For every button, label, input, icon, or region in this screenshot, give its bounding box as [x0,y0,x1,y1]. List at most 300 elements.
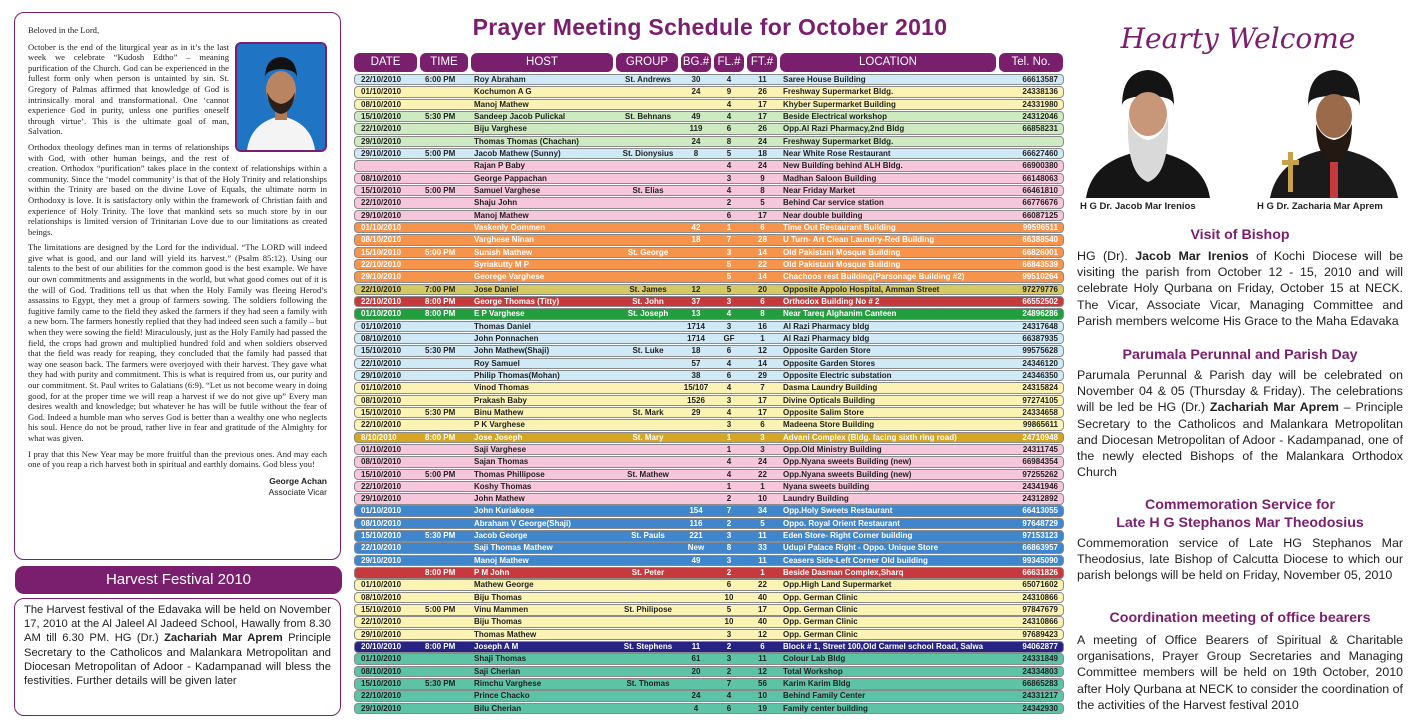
commemoration-title-line1: Commemoration Service for [1144,497,1335,513]
row-fl: 3 [726,629,732,639]
row-location: Orthodox Building No # 2 [783,296,880,306]
row-tel: 24710948 [1022,432,1058,442]
row-ft: 8 [760,185,765,195]
row-ft: 8 [760,309,765,319]
row-time: 8:00 PM [425,432,456,442]
row-host: Saji Cherian [474,666,521,676]
row-ft: 20 [758,284,767,294]
row-host: Rajan P Baby [474,161,525,171]
schedule-row [354,74,1064,85]
row-date: 08/10/2010 [361,592,402,602]
row-date: 22/10/2010 [361,420,402,430]
row-date: 29/10/2010 [361,703,402,713]
row-tel: 99510264 [1022,272,1058,282]
schedule-row [354,407,1064,418]
row-time: 7:00 PM [425,284,456,294]
row-tel: 97847679 [1022,605,1058,615]
row-fl: 4 [726,309,732,319]
row-host: Vinod Thomas [474,383,529,393]
row-date: 15/10/2010 [361,679,402,689]
row-location: Freshway Supermarket Bldg. [783,136,894,146]
row-fl: 4 [726,185,732,195]
row-host: Roy Abraham [474,75,526,84]
row-fl: 6 [726,580,732,590]
harvest-text: The Harvest festival of the Edavaka will be held on November 17, 2010 at the Al Jaleel Al Jadeed School, Hawally from 8.30 AM till 6.30 PM. HG (Dr.) [24,604,331,645]
schedule-row [354,641,1064,652]
row-fl: 3 [726,555,732,565]
row-fl: 4 [726,691,732,701]
schedule-row [354,432,1064,443]
row-group: St. James [629,284,667,294]
row-tel: 24317648 [1022,321,1058,331]
row-date: 01/10/2010 [361,654,402,664]
row-host: E P Varghese [474,309,525,319]
row-date: 15/10/2010 [361,605,402,615]
row-tel: 66843539 [1022,259,1058,269]
row-group: St. Mark [632,407,664,417]
row-fl: 4 [726,407,732,417]
row-location: Opp. German Clinic [783,617,858,627]
row-ft: 1 [760,333,765,343]
row-date: 08/10/2010 [361,99,402,109]
row-location: Behind Car service station [783,198,884,208]
row-date: 29/10/2010 [361,629,402,639]
row-date: 08/10/2010 [361,666,402,676]
row-location: Oppo. Royal Orient Restaurant [783,518,900,528]
row-ft: 10 [758,494,767,504]
row-host: Manoj Mathew [474,210,529,220]
header-time: TIME [420,53,468,72]
row-bg: 12 [691,284,701,294]
row-date: 29/10/2010 [361,494,402,504]
row-ft: 3 [760,444,765,454]
row-location: Opposite Garden Store [783,346,871,356]
row-fl: 7 [726,235,732,245]
row-bg: 11 [691,642,701,652]
row-fl: 2 [726,568,732,578]
row-tel: 66900380 [1022,161,1058,171]
row-location: Near White Rose Restaurant [783,148,891,158]
row-tel: 24341946 [1022,481,1058,491]
row-location: Opp.Nyana sweets Building (new) [783,469,912,479]
row-date: 22/10/2010 [361,124,402,134]
row-tel: 66984354 [1022,457,1058,467]
row-date: 15/10/2010 [361,531,402,541]
row-bg: 4 [693,703,699,713]
row-tel: 24312892 [1022,494,1058,504]
row-bg: 24 [691,691,701,701]
row-fl: 3 [726,395,732,405]
row-ft: 17 [758,210,767,220]
schedule-row [354,345,1064,356]
row-tel: 97153123 [1022,531,1058,541]
letter-signature [28,476,327,498]
schedule-row [354,160,1064,171]
row-date: 15/10/2010 [361,185,402,195]
harvest-title: Harvest Festival 2010 [15,566,342,594]
row-host: Jacob George [474,531,528,541]
schedule-row [354,185,1064,196]
row-tel: 65071602 [1022,580,1058,590]
row-ft: 5 [760,518,765,528]
row-location: Behind Family Center [783,691,866,701]
row-host: Roy Samuel [474,358,520,368]
schedule-row [354,555,1064,566]
row-group: St. Behnans [624,111,672,121]
visit-text: HG (Dr). [1077,249,1136,263]
row-host: George Thomas (Titty) [474,296,560,306]
schedule-row [354,333,1064,344]
perunnal-body [1077,367,1403,480]
row-bg: 119 [689,124,703,134]
schedule-row [354,469,1064,480]
schedule-row [354,444,1064,455]
row-time: 8:00 PM [425,296,456,306]
schedule-row [354,579,1064,590]
row-bg: 8 [693,148,699,158]
row-host: Thomas Thomas (Chachan) [474,136,579,146]
row-ft: 28 [758,235,767,245]
schedule-row [354,592,1064,603]
schedule-row [354,616,1064,627]
row-host: Saji Thomas Mathew [474,543,553,553]
schedule-row [354,703,1064,714]
row-tel: 99596511 [1022,222,1058,232]
row-group: St. Andrews [625,75,671,84]
row-time: 5:00 PM [425,185,456,195]
schedule-row [354,86,1064,97]
row-bg: 1526 [687,395,705,405]
row-tel: 24346350 [1022,370,1058,380]
row-bg: 24 [691,87,701,97]
row-fl: 4 [726,358,732,368]
row-tel: 97274105 [1022,395,1058,405]
schedule-row [354,234,1064,245]
row-bg: 154 [689,506,703,516]
row-bg: 18 [691,346,701,356]
harvest-bishop-name: Zachariah Mar Aprem [164,632,283,645]
bishop-photo-aprem [1264,66,1404,198]
row-location: Beside Electrical workshop [783,111,888,121]
row-ft: 11 [758,531,767,541]
row-fl: 5 [726,259,732,269]
row-date: 22/10/2010 [361,543,402,553]
row-tel: 66148063 [1022,173,1058,183]
row-bg: 24 [691,136,701,146]
row-fl: 1 [726,481,732,491]
row-location: Opposite Garden Stores [783,358,876,368]
row-ft: 33 [758,543,767,553]
letter-paragraph: Orthodox theology defines man in terms of relationships with God, with other human beings, and the rest of creation. Orthodox “purification” takes place in the context of relationships within a community. Since the ‘model community’ is that of the Holy Trinity and relationships within the Trinity are based on the divine Love of Equals, the ultimate norm in Orthodoxy is love. It is satisfactory only within the framework of Christian faith and experience of Holy Trinity. The love that mankind sets so much store by in our relationships is limited version of Trinitarian Love due to our limitations as created beings. [28,141,327,237]
coordination-body: A meeting of Office Bearers of Spiritual & Charitable organisations, Prayer Group Secretaries and Managing Committee members will be held on 19th October, 2010 after Holy Qurbana at NECK to consider the coordination of the activities of the Harvest festival 2010 [1077,633,1403,712]
perunnal-bishop-name: Zachariah Mar Aprem [1209,400,1339,415]
row-group: St. Philipose [623,605,672,615]
row-tel: 66776676 [1022,198,1058,208]
row-tel: 66387935 [1022,333,1058,343]
row-location: Opp.Al Razi Pharmacy,2nd Bldg [783,124,905,134]
header-fl: FL.# [714,53,744,72]
row-location: Dasma Laundry Building [783,383,878,393]
row-date: 08/10/2010 [361,457,402,467]
row-location: Colour Lab Bldg [783,654,846,664]
row-tel: 66863957 [1022,543,1058,553]
row-tel: 24311745 [1022,444,1058,454]
row-location: Beside Dasman Complex,Sharq [783,568,904,578]
row-fl: 10 [724,592,734,602]
harvest-text: Principle Secretary to the Catholicos and Malankara Metropolitan and Diocesan Metropolitan of Adoor - Kadampanad will bless the festivities. Further details will be given later [24,632,331,688]
row-time: 5:30 PM [425,111,456,121]
row-ft: 9 [760,173,765,183]
row-fl: 4 [726,161,732,171]
schedule-row [354,222,1064,233]
letter-paragraph: October is the end of the liturgical year as in it’s the last week we celebrate “Kudosh Edtho” – meaning purification of the Church. God can be experienced in the fullest form only when person is untainted by sin. St. Gregory of Palmas affirmed that knowledge of God is intrinsically moral and transformational. One ‘cannot experience God in purity, unless one purifies oneself through virtue’. This is the ultimate goal of man, Salvation. [28,41,229,137]
visit-text: of Kochi Diocese will be visiting the parish from October 12 - 15, 2010 and will celebrate Holy Qurbana on Friday, October 15 at NECK. The Vicar, Associate Vicar, Managing Committee and Parish members welcome His Grace to the Maha Edavaka [1077,249,1404,328]
schedule-row [354,321,1064,332]
row-fl: 4 [726,111,732,121]
row-fl: GF [723,333,735,343]
row-tel: 94062877 [1022,642,1058,652]
row-host: Mathew George [474,580,534,590]
row-ft: 7 [760,383,765,393]
row-time: 8:00 PM [425,309,456,319]
schedule-row [354,197,1064,208]
row-date: 29/10/2010 [361,555,402,565]
row-ft: 18 [758,148,767,158]
row-location: Opp.High Land Supermarket [783,580,892,590]
row-bg: 1714 [687,321,705,331]
row-bg: 37 [691,296,701,306]
schedule-title: Prayer Meeting Schedule for October 2010 [472,14,948,40]
header-ft: FT.# [747,53,777,72]
signature-name: George Achan [269,475,327,486]
schedule-row [354,136,1064,147]
row-tel: 66552502 [1022,296,1058,306]
row-group: St. Dionysius [622,148,674,158]
schedule-row [354,111,1064,122]
row-fl: 3 [726,173,732,183]
visit-title: Visit of Bishop [1190,227,1290,243]
row-fl: 5 [726,605,732,615]
row-fl: 1 [726,432,732,442]
row-bg: 29 [691,407,701,417]
row-location: Opp.Old Ministry Building [783,444,882,454]
row-fl: 2 [726,642,732,652]
row-date: 22/10/2010 [361,296,402,306]
row-fl: 2 [726,666,732,676]
row-fl: 4 [726,99,732,109]
row-location: Opp.Holy Sweets Restaurant [783,506,893,516]
row-location: Divine Opticals Building [783,395,876,405]
bishop-photo-irenios [1078,66,1218,198]
row-date: 22/10/2010 [361,358,402,368]
letter-paragraph: I pray that this New Year may be more fruitful than the previous ones. And may each one of you reap a rich harvest both in spiritual and earthly domains. God bless you! [28,448,327,470]
row-date: 01/10/2010 [361,444,402,454]
row-fl: 4 [726,469,732,479]
row-date: 8/10/2010 [361,432,397,442]
row-ft: 17 [758,99,767,109]
row-time: 6:00 PM [425,75,456,84]
row-tel: 66461810 [1022,185,1058,195]
perunnal-text: Parumala Perunnal & Parish day will be celebrated on November 04 & 05 (Thursday & Friday). The celebrations will be led be HG (Dr.) [1077,368,1403,415]
row-tel: 99345090 [1022,555,1058,565]
row-ft: 29 [758,370,767,380]
row-tel: 99575628 [1022,346,1058,356]
row-host: John Mathew [474,494,525,504]
row-date: 22/10/2010 [361,198,402,208]
row-bg: 49 [691,555,701,565]
row-tel: 66865283 [1022,679,1058,689]
schedule-row [354,395,1064,406]
schedule-table [354,74,1064,715]
row-ft: 12 [758,346,767,356]
row-ft: 1 [760,568,765,578]
row-tel: 24310866 [1022,617,1058,627]
row-group: St. Thomas [626,679,670,689]
row-fl: 3 [726,247,732,257]
row-group: St. Mary [632,432,664,442]
coordination-title: Coordination meeting of office bearers [1109,610,1371,626]
row-date: 01/10/2010 [361,222,402,232]
row-bg: 18 [691,235,701,245]
schedule-row [354,481,1064,492]
row-location: Karim Karim Bldg [783,679,851,689]
row-host: Vinu Mammen [474,605,529,615]
row-host: Saji Varghese [474,444,527,454]
row-ft: 26 [758,124,767,134]
row-host: Shaju John [474,198,518,208]
row-ft: 5 [760,198,765,208]
row-date: 01/10/2010 [361,87,402,97]
row-ft: 40 [758,617,767,627]
schedule-row [354,173,1064,184]
schedule-row [354,210,1064,221]
row-location: Near Friday Market [783,185,856,195]
row-fl: 5 [726,272,732,282]
schedule-row [354,123,1064,134]
row-ft: 6 [760,222,765,232]
schedule-row [354,567,1064,578]
row-time: 5:00 PM [425,469,456,479]
row-host: Biju Varghese [474,124,527,134]
row-date: 20/10/2010 [361,642,402,652]
header-host: HOST [471,53,613,72]
row-host: Biju Thomas [474,592,523,602]
row-group: St. Stephens [623,642,673,652]
row-host: Prakash Baby [474,395,527,405]
row-date: 08/10/2010 [361,395,402,405]
row-tel: 66413055 [1022,506,1058,516]
row-date: 08/10/2010 [361,173,402,183]
row-host: Manoj Mathew [474,99,529,109]
row-location: Family center building [783,703,868,713]
row-location: Opp. German Clinic [783,592,858,602]
row-tel: 24896286 [1022,309,1058,319]
row-date: 08/10/2010 [361,333,402,343]
row-tel: 24331217 [1022,691,1058,701]
commemoration-title [1077,496,1403,532]
row-host: Abraham V George(Shaji) [474,518,571,528]
row-date: 22/10/2010 [361,481,402,491]
row-host: Vaskenly Oommen [474,222,546,232]
row-bg: 20 [691,666,701,676]
row-tel: 24346120 [1022,358,1058,368]
row-time: 5:00 PM [425,605,456,615]
visit-body [1077,248,1403,329]
row-date: 15/10/2010 [361,407,402,417]
row-date: 22/10/2010 [361,259,402,269]
row-group: St. George [627,247,669,257]
row-host: John Kuriakose [474,506,535,516]
row-host: Prince Chacko [474,691,530,701]
row-host: P K Varghese [474,420,525,430]
schedule-row [354,370,1064,381]
row-location: Ceasers Side-Left Corner Old building [783,555,928,565]
row-ft: 6 [760,296,765,306]
row-host: Philip Thomas(Mohan) [474,370,560,380]
row-time: 8:00 PM [425,568,456,578]
row-ft: 11 [758,75,767,84]
row-tel: 66087125 [1022,210,1058,220]
row-tel: 97648729 [1022,518,1058,528]
row-host: Jose Joseph [474,432,523,442]
row-fl: 6 [726,370,732,380]
row-time: 5:30 PM [425,346,456,356]
row-location: Nyana sweets building [783,481,870,491]
schedule-row [354,530,1064,541]
row-location: Old Pakistani Mosque Building [783,259,901,269]
row-fl: 6 [726,124,732,134]
row-fl: 2 [726,494,732,504]
row-location: Opp.Nyana sweets Building (new) [783,457,912,467]
row-fl: 5 [726,284,732,294]
commemoration-body: Commemoration service of Late HG Stephanos Mar Theodosius, late Bishop of Calcutta Diocese to which our parish belongs will be held on Friday, November 05, 2010 [1077,536,1403,583]
row-location: Madhan Saloon Building [783,173,877,183]
row-ft: 17 [758,407,767,417]
row-location: Freshway Supermarket Bldg. [783,87,894,97]
row-host: John Mathew(Shaji) [474,346,550,356]
row-ft: 6 [760,420,765,430]
row-time: 5:30 PM [425,407,456,417]
row-ft: 56 [758,679,767,689]
row-date: 29/10/2010 [361,148,402,158]
bishop1-name: H G Dr. Jacob Mar Irenios [1080,201,1196,212]
row-host: Thomas Daniel [474,321,531,331]
row-host: Sunish Mathew [474,247,533,257]
row-ft: 6 [760,642,765,652]
schedule-row [354,284,1064,295]
row-host: Joseph A M [474,642,519,652]
row-fl: 5 [726,148,732,158]
row-host: Thomas Phillipose [474,469,545,479]
row-location: Opposite Salim Store [783,407,864,417]
row-ft: 11 [758,555,767,565]
row-ft: 17 [758,395,767,405]
row-ft: 3 [760,432,765,442]
vicar-photo [235,42,327,152]
header-tel: Tel. No. [999,53,1063,72]
row-bg: 61 [691,654,701,664]
row-group: St. Joseph [627,309,669,319]
row-host: Jose Daniel [474,284,519,294]
row-tel: 97689423 [1022,629,1058,639]
row-location: Eden Store- Right Corner building [783,531,913,541]
row-fl: 6 [726,210,732,220]
row-host: Samuel Varghese [474,185,541,195]
row-tel: 24334658 [1022,407,1058,417]
harvest-body [14,598,341,716]
row-ft: 22 [758,469,767,479]
row-ft: 12 [758,666,767,676]
